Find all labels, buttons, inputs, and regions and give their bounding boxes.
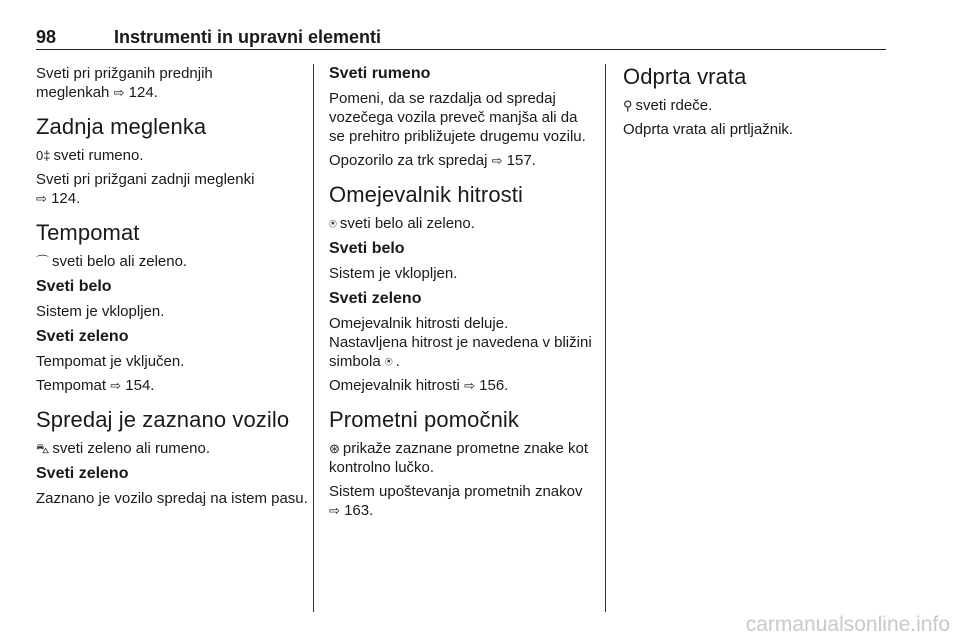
page-ref-link[interactable]: 163. (344, 502, 374, 519)
column-left (36, 64, 308, 513)
page-ref-arrow-icon: ⇨ (329, 503, 340, 518)
page-header (36, 27, 886, 50)
paragraph (329, 439, 597, 477)
page-number: 98 (36, 27, 57, 47)
rear-fog-light-icon: 0‡ (36, 148, 51, 163)
text: meglenkah (36, 84, 110, 101)
traffic-assistant-icon: ⊛ (329, 441, 340, 456)
paragraph (623, 96, 883, 115)
page-ref-link[interactable]: 124. (128, 84, 158, 101)
section-heading: Prometni pomočnik (329, 407, 519, 432)
paragraph (36, 146, 308, 165)
subheading: Sveti zeleno (36, 465, 129, 482)
text: Sistem upoštevanja prometnih znakov (329, 483, 583, 500)
watermark: carmanualsonline.info (745, 613, 950, 636)
text: Omejevalnik hitrosti deluje. (329, 315, 509, 332)
paragraph (36, 64, 308, 102)
paragraph: Tempomat je vključen. (36, 353, 185, 370)
section-heading: Zadnja meglenka (36, 114, 207, 139)
paragraph (329, 151, 597, 170)
paragraph: Odprta vrata ali prtljažnik. (623, 121, 794, 138)
column-divider (313, 64, 314, 612)
page-ref-arrow-icon: ⇨ (110, 378, 122, 393)
paragraph (36, 170, 308, 208)
paragraph: Omejevalnik hitrosti deluje. Nastavljena hitrost je navedena v bližini simbola ⍟ . (329, 315, 592, 370)
page-ref-link[interactable]: 154. (125, 377, 155, 394)
text: sveti rdeče. (635, 97, 713, 114)
speed-limiter-icon: ⍟ (329, 216, 337, 231)
text: sveti belo ali zeleno. (52, 253, 188, 270)
text: sveti rumeno. (53, 147, 144, 164)
subheading: Sveti belo (329, 240, 405, 257)
paragraph: Pomeni, da se razdalja od spredaj vozečega vozila preveč manjša ali da se prehitro približujete drugemu vozilu. (329, 90, 586, 145)
vehicle-ahead-icon: ⛍ (36, 441, 50, 456)
subheading: Sveti zeleno (329, 290, 422, 307)
page-ref-arrow-icon: ⇨ (464, 378, 475, 393)
paragraph: Sistem je vklopljen. (36, 303, 165, 320)
text: prikaže zaznane prometne znake kot kontrolno lučko. (329, 440, 589, 476)
column-right (623, 64, 883, 144)
text: Sveti pri prižganih prednjih (36, 65, 213, 82)
paragraph (36, 252, 308, 271)
page-ref-link[interactable]: 157. (506, 152, 536, 169)
section-heading: Odprta vrata (623, 64, 747, 89)
section-heading: Tempomat (36, 220, 140, 245)
section-heading: Spredaj je zaznano vozilo (36, 407, 290, 432)
open-door-icon: ⚲ (623, 98, 633, 113)
paragraph (329, 376, 597, 395)
column-middle (329, 64, 597, 525)
text: sveti belo ali zeleno. (339, 215, 475, 232)
page-ref-arrow-icon: ⇨ (36, 191, 47, 206)
text: Nastavljena hitrost je navedena v bližini simbola (329, 334, 592, 370)
cruise-control-icon: ⌒ (36, 254, 50, 269)
page-ref-link[interactable]: 124. (51, 190, 81, 207)
subheading: Sveti rumeno (329, 65, 431, 82)
page-ref-arrow-icon: ⇨ (491, 153, 503, 168)
paragraph (36, 439, 308, 458)
page-title: Instrumenti in upravni elementi (114, 27, 382, 47)
paragraph: Zaznano je vozilo spredaj na istem pasu. (36, 490, 308, 507)
text: sveti zeleno ali rumeno. (52, 440, 210, 457)
speed-limiter-icon: ⍟ (384, 354, 393, 369)
page-ref-link[interactable]: 156. (479, 377, 509, 394)
paragraph (329, 214, 597, 233)
page-ref-arrow-icon: ⇨ (113, 85, 125, 100)
subheading: Sveti belo (36, 278, 112, 295)
text: Tempomat (36, 377, 107, 394)
section-heading: Omejevalnik hitrosti (329, 182, 523, 207)
paragraph (36, 376, 308, 395)
paragraph: Sistem je vklopljen. (329, 265, 458, 282)
column-divider (605, 64, 606, 612)
subheading: Sveti zeleno (36, 328, 129, 345)
text: Sveti pri prižgani zadnji meglenki (36, 171, 255, 188)
text: Omejevalnik hitrosti (329, 377, 460, 394)
paragraph (329, 482, 597, 520)
text: Opozorilo za trk spredaj (329, 152, 488, 169)
